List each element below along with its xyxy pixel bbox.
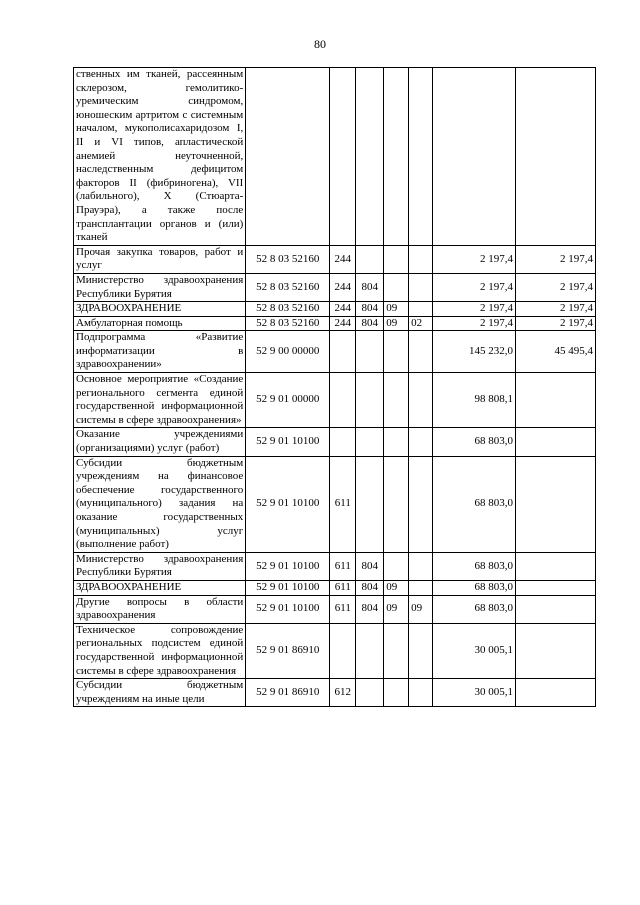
cell-target-article: 52 9 01 00000 xyxy=(246,373,330,428)
cell-subsection xyxy=(409,68,433,246)
cell-target-article: 52 8 03 52160 xyxy=(246,302,330,317)
cell-target-article: 52 8 03 52160 xyxy=(246,273,330,301)
cell-name: Другие вопросы в области здравоохранения xyxy=(74,595,246,623)
cell-amount-year-1: 98 808,1 xyxy=(433,373,516,428)
cell-ministry-code xyxy=(356,68,384,246)
cell-name: Прочая закупка товаров, работ и услуг xyxy=(74,245,246,273)
cell-amount-year-2 xyxy=(516,428,596,456)
cell-expense-type xyxy=(330,331,356,373)
cell-name: Техническое сопровождение региональных подсистем единой государственной информационной системы в сфере здравоохранения xyxy=(74,623,246,678)
table-body xyxy=(74,68,596,707)
table-row xyxy=(74,373,596,428)
cell-subsection xyxy=(409,580,433,595)
cell-name: Субсидии бюджетным учреждениям на иные цели xyxy=(74,679,246,707)
cell-name: Подпрограмма «Развитие информатизации в здравоохранении» xyxy=(74,331,246,373)
cell-name: Министерство здравоохранения Республики Бурятия xyxy=(74,552,246,580)
cell-amount-year-1: 145 232,0 xyxy=(433,331,516,373)
cell-name: ЗДРАВООХРАНЕНИЕ xyxy=(74,302,246,317)
cell-target-article: 52 9 01 10100 xyxy=(246,580,330,595)
cell-target-article xyxy=(246,68,330,246)
cell-ministry-code: 804 xyxy=(356,552,384,580)
cell-expense-type xyxy=(330,428,356,456)
cell-ministry-code: 804 xyxy=(356,595,384,623)
cell-subsection xyxy=(409,331,433,373)
cell-subsection xyxy=(409,456,433,552)
cell-amount-year-1: 2 197,4 xyxy=(433,273,516,301)
cell-target-article: 52 9 01 10100 xyxy=(246,552,330,580)
cell-section xyxy=(384,373,409,428)
cell-amount-year-2: 2 197,4 xyxy=(516,302,596,317)
table-row xyxy=(74,623,596,678)
cell-ministry-code xyxy=(356,428,384,456)
table-row xyxy=(74,273,596,301)
cell-subsection xyxy=(409,623,433,678)
cell-expense-type: 611 xyxy=(330,456,356,552)
cell-section xyxy=(384,552,409,580)
cell-name: ственных им тканей, рассеянным склерозом, гемолитико-уремическим синдромом, юношеским артритом с системным началом, мукополисахаридозом I, II и VI типов, апластической анемией неуточненной, наследственным дефицитом факторов II (фибриногена), VII (лабильного), X (Стюарта-Прауэра), а также после трансплантации органов и (или) тканей xyxy=(74,68,246,246)
cell-section xyxy=(384,331,409,373)
cell-subsection xyxy=(409,245,433,273)
cell-amount-year-1: 2 197,4 xyxy=(433,316,516,331)
cell-amount-year-2: 45 495,4 xyxy=(516,331,596,373)
cell-ministry-code: 804 xyxy=(356,302,384,317)
cell-ministry-code xyxy=(356,623,384,678)
cell-section xyxy=(384,679,409,707)
cell-ministry-code xyxy=(356,245,384,273)
cell-expense-type xyxy=(330,623,356,678)
cell-ministry-code: 804 xyxy=(356,273,384,301)
cell-section xyxy=(384,623,409,678)
cell-name: Основное мероприятие «Создание регионального сегмента единой государственной информационной системы в сфере здравоохранения» xyxy=(74,373,246,428)
cell-subsection xyxy=(409,552,433,580)
cell-expense-type: 244 xyxy=(330,302,356,317)
cell-amount-year-1: 68 803,0 xyxy=(433,428,516,456)
cell-target-article: 52 9 01 86910 xyxy=(246,679,330,707)
table-row xyxy=(74,68,596,246)
cell-amount-year-2 xyxy=(516,552,596,580)
cell-expense-type: 611 xyxy=(330,580,356,595)
table-row xyxy=(74,679,596,707)
cell-subsection xyxy=(409,373,433,428)
cell-subsection: 02 xyxy=(409,316,433,331)
cell-name: Амбулаторная помощь xyxy=(74,316,246,331)
cell-amount-year-2 xyxy=(516,623,596,678)
cell-amount-year-2 xyxy=(516,456,596,552)
cell-section xyxy=(384,273,409,301)
cell-expense-type: 611 xyxy=(330,595,356,623)
cell-amount-year-1: 68 803,0 xyxy=(433,580,516,595)
cell-name: ЗДРАВООХРАНЕНИЕ xyxy=(74,580,246,595)
table-row xyxy=(74,331,596,373)
cell-ministry-code xyxy=(356,331,384,373)
cell-ministry-code xyxy=(356,373,384,428)
cell-amount-year-2 xyxy=(516,373,596,428)
cell-amount-year-1: 30 005,1 xyxy=(433,679,516,707)
cell-expense-type xyxy=(330,373,356,428)
cell-section: 09 xyxy=(384,302,409,317)
cell-expense-type: 612 xyxy=(330,679,356,707)
cell-amount-year-2 xyxy=(516,68,596,246)
cell-amount-year-1: 30 005,1 xyxy=(433,623,516,678)
table-row xyxy=(74,316,596,331)
cell-expense-type: 611 xyxy=(330,552,356,580)
cell-target-article: 52 9 00 00000 xyxy=(246,331,330,373)
cell-target-article: 52 9 01 86910 xyxy=(246,623,330,678)
cell-expense-type xyxy=(330,68,356,246)
cell-amount-year-2 xyxy=(516,595,596,623)
cell-amount-year-1: 68 803,0 xyxy=(433,456,516,552)
cell-name: Субсидии бюджетным учреждениям на финансовое обеспечение государственного (муниципального) задания на оказание государственных (муниципальных) услуг (выполнение работ) xyxy=(74,456,246,552)
cell-amount-year-2: 2 197,4 xyxy=(516,273,596,301)
cell-ministry-code xyxy=(356,679,384,707)
cell-amount-year-2 xyxy=(516,679,596,707)
cell-section: 09 xyxy=(384,595,409,623)
cell-section xyxy=(384,68,409,246)
table-row xyxy=(74,595,596,623)
cell-ministry-code: 804 xyxy=(356,316,384,331)
cell-subsection: 09 xyxy=(409,595,433,623)
cell-expense-type: 244 xyxy=(330,245,356,273)
cell-expense-type: 244 xyxy=(330,316,356,331)
cell-amount-year-2: 2 197,4 xyxy=(516,245,596,273)
table-row xyxy=(74,456,596,552)
cell-amount-year-2 xyxy=(516,580,596,595)
cell-ministry-code xyxy=(356,456,384,552)
cell-amount-year-1: 68 803,0 xyxy=(433,595,516,623)
cell-name: Оказание учреждениями (организациями) услуг (работ) xyxy=(74,428,246,456)
cell-section xyxy=(384,245,409,273)
cell-target-article: 52 9 01 10100 xyxy=(246,595,330,623)
budget-table xyxy=(73,67,596,707)
cell-subsection xyxy=(409,273,433,301)
page-number: 80 xyxy=(314,37,326,51)
cell-name: Министерство здравоохранения Республики Бурятия xyxy=(74,273,246,301)
cell-section: 09 xyxy=(384,580,409,595)
cell-amount-year-1 xyxy=(433,68,516,246)
cell-section xyxy=(384,428,409,456)
cell-target-article: 52 9 01 10100 xyxy=(246,456,330,552)
cell-subsection xyxy=(409,679,433,707)
cell-section xyxy=(384,456,409,552)
table-row xyxy=(74,552,596,580)
cell-target-article: 52 9 01 10100 xyxy=(246,428,330,456)
cell-subsection xyxy=(409,302,433,317)
cell-amount-year-1: 2 197,4 xyxy=(433,245,516,273)
cell-amount-year-1: 2 197,4 xyxy=(433,302,516,317)
table-row xyxy=(74,302,596,317)
cell-ministry-code: 804 xyxy=(356,580,384,595)
cell-expense-type: 244 xyxy=(330,273,356,301)
table-row xyxy=(74,245,596,273)
cell-amount-year-2: 2 197,4 xyxy=(516,316,596,331)
table-row xyxy=(74,580,596,595)
table-row xyxy=(74,428,596,456)
cell-amount-year-1: 68 803,0 xyxy=(433,552,516,580)
cell-target-article: 52 8 03 52160 xyxy=(246,245,330,273)
cell-section: 09 xyxy=(384,316,409,331)
cell-target-article: 52 8 03 52160 xyxy=(246,316,330,331)
cell-subsection xyxy=(409,428,433,456)
